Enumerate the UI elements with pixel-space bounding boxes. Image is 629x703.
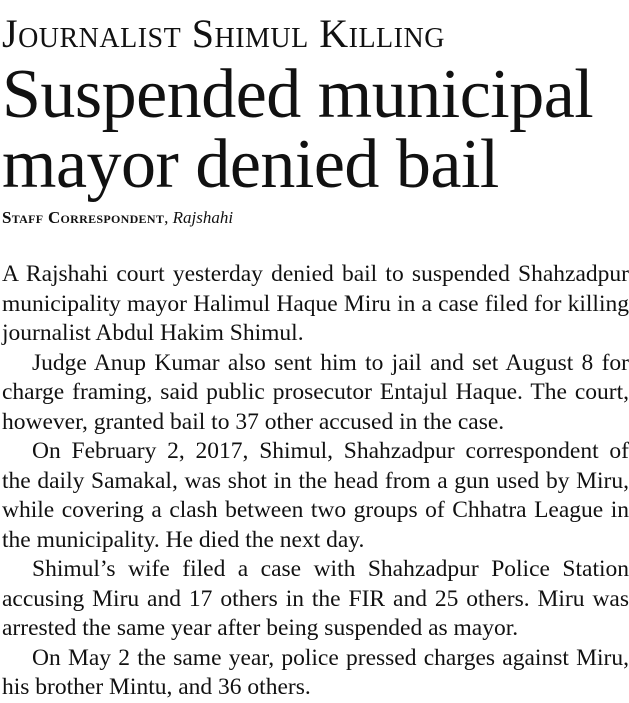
body-paragraph: Judge Anup Kumar also sent him to jail and set August 8 for charge framing, said public prosecutor Entajul Haque. The court, however, granted bail to 37 other accused in the case. — [2, 349, 629, 435]
article-kicker: Journalist Shimul Killing — [2, 11, 445, 56]
byline-author: Staff Correspondent — [2, 208, 165, 227]
body-paragraph: On May 2 the same year, police pressed charges against Miru, his brother Mintu, and 36 others. — [2, 644, 629, 700]
byline-separator: , — [164, 208, 169, 227]
body-paragraph: Shimul’s wife filed a case with Shahzadpur Police Station accusing Miru and 17 others in the FIR and 25 others. Miru was arrested the same year after being suspended as mayor. — [2, 556, 629, 641]
body-paragraph: On February 2, 2017, Shimul, Shahzadpur correspondent of the daily Samakal, was shot in the head from a gun used by Miru, while covering a clash between two groups of Chhatra League in the municipality. He died the next day. — [2, 438, 629, 553]
article-headline: Suspended municipal mayor denied bail — [2, 56, 594, 203]
body-paragraph: A Rajshahi court yesterday denied bail to suspended Shahzadpur municipality mayor Halimul Haque Miru in a case filed for killing journalist Abdul Hakim Shimul. — [2, 261, 629, 346]
article-byline — [2, 208, 629, 228]
byline-location: Rajshahi — [172, 208, 234, 227]
article-body — [2, 260, 629, 703]
